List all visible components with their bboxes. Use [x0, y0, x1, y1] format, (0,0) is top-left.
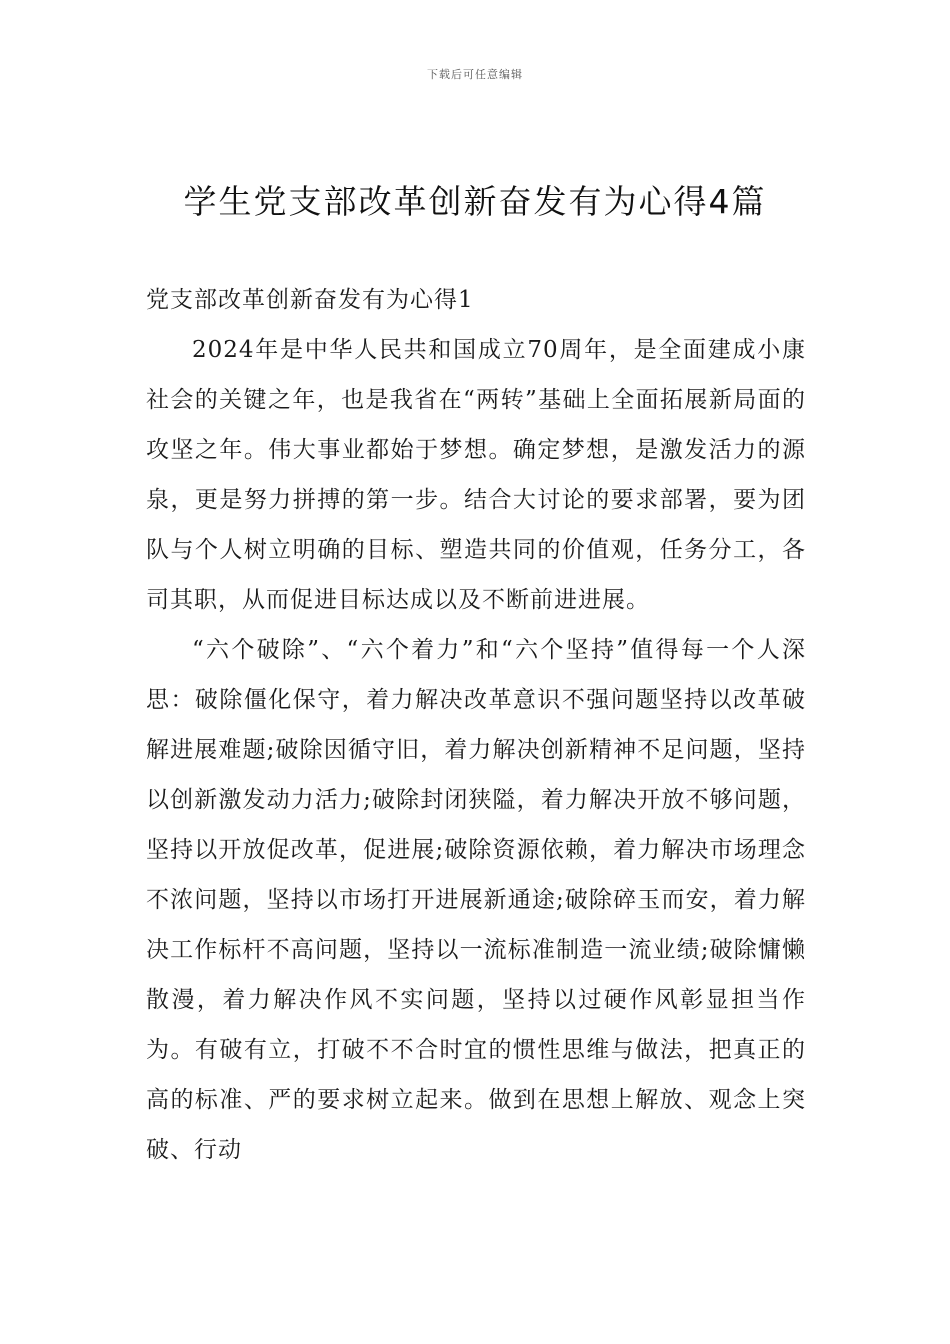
paragraph-1: 2024年是中华人民共和国成立70周年，是全面建成小康社会的关键之年，也是我省在“两转”基础上全面拓展新局面的攻坚之年。伟大事业都始于梦想。确定梦想，是激发活力的源泉，更是努力拼搏的第一步。结合大讨论的要求部署，要为团队与个人树立明确的目标、塑造共同的价值观，任务分工，各司其职，从而促进目标达成以及不断前进进展。: [146, 337, 806, 613]
header-note: 下载后可任意编辑: [427, 68, 523, 81]
document-body: [146, 275, 806, 1175]
paragraph-2: “六个破除”、“六个着力”和“六个坚持”值得每一个人深思：破除僵化保守，着力解决改革意识不强问题坚持以改革破解进展难题;破除因循守旧，着力解决创新精神不足问题，坚持以创新激发动力活力;破除封闭狭隘，着力解决开放不够问题，坚持以开放促改革，促进展;破除资源依赖，着力解决市场理念不浓问题，坚持以市场打开进展新通途;破除碎玉而安，着力解决工作标杆不高问题，坚持以一流标准制造一流业绩;破除慵懒散漫，着力解决作风不实问题，坚持以过硬作风彰显担当作为。有破有立，打破不不合时宜的惯性思维与做法，把真正的高的标准、严的要求树立起来。做到在思想上解放、观念上突破、行动: [146, 637, 806, 1163]
document-title: 学生党支部改革创新奋发有为心得4篇: [183, 182, 767, 221]
section-heading: 党支部改革创新奋发有为心得1: [146, 287, 474, 313]
